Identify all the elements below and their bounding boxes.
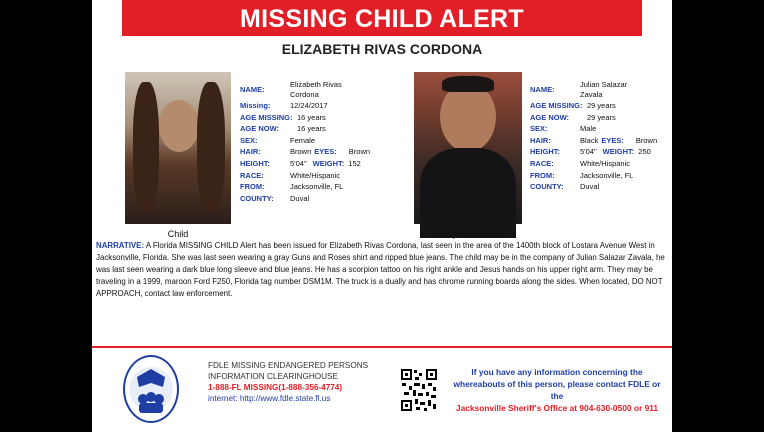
- child-race-label: RACE:: [240, 170, 264, 180]
- child-county-label: COUNTY:: [240, 193, 274, 203]
- child-hair-value: Brown: [290, 147, 312, 157]
- child-county-value: Duval: [290, 193, 310, 203]
- adult-hair-value: Black: [580, 135, 599, 145]
- poster-subtitle: ELIZABETH RIVAS CORDONA: [281, 41, 483, 57]
- clearinghouse-line2: INFORMATION CLEARINGHOUSE: [208, 372, 338, 381]
- child-hair-label: HAIR:: [240, 147, 261, 157]
- contact-line2: whereabouts of this person, please contact FDLE or: [453, 379, 661, 389]
- alert-poster: [92, 0, 672, 432]
- child-sex-value: Female: [290, 135, 316, 145]
- narrative-text: A Florida MISSING CHILD Alert has been issued for Elizabeth Rivas Cordona, last seen in the area of the 1400th block of Lostara Avenue West in Jacksonville, Florida. She was last seen wearing a gray Guns and Roses shirt and ripped blue jeans. The child may be in the company of Julian Salazar Zavala, he was last seen wearing a dark blue long sleeve and blue jeans. He has a scorpion tattoo on his right ankle and Jesus hands on his upper right arm. They may be traveling in a 1999, maroon Ford F250, Florida tag number DSM1M. The truck is a dually and has chrome running boards along the sides. When located, DO NOT APPROACH, contact law enforcement.: [96, 241, 665, 298]
- child-weight-label: WEIGHT:: [312, 158, 345, 168]
- contact-instructions: [452, 366, 662, 414]
- qr-code-icon: [400, 368, 438, 412]
- child-age-missing-label: AGE MISSING:: [240, 112, 293, 122]
- child-sex-label: SEX:: [240, 135, 258, 145]
- adult-age-missing-label: AGE MISSING:: [530, 101, 583, 110]
- clearinghouse-website[interactable]: internet: http://www.fdle.state.fl.us: [208, 394, 331, 403]
- companion-adult-caption: Companion Adult: [433, 229, 503, 239]
- adult-hair-label: HAIR:: [530, 135, 551, 145]
- alert-banner: MISSING CHILD ALERT: [122, 0, 642, 36]
- adult-eyes-value: Brown: [635, 135, 658, 145]
- contact-line1: If you have any information concerning the: [471, 367, 643, 377]
- child-name-label: NAME:: [240, 85, 265, 94]
- child-race-value: White/Hispanic: [290, 170, 341, 180]
- adult-sex-value: Male: [580, 124, 597, 134]
- adult-name-label: NAME:: [530, 85, 555, 94]
- footer-divider: [92, 346, 672, 348]
- child-age-missing-value: 16 years: [297, 112, 326, 122]
- child-info: [240, 80, 410, 204]
- adult-age-now-label: AGE NOW:: [530, 112, 570, 122]
- contact-line3: the: [550, 391, 564, 401]
- child-missing-label: Missing:: [240, 101, 271, 110]
- narrative-label: NARRATIVE:: [96, 241, 145, 250]
- adult-name-line1: Julian Salazar: [580, 80, 628, 89]
- child-eyes-label: EYES:: [314, 147, 337, 157]
- companion-adult-photo: [414, 72, 522, 224]
- child-weight-value: 152: [348, 158, 361, 168]
- adult-eyes-label: EYES:: [601, 135, 624, 145]
- fdle-clearinghouse-logo-icon: [123, 355, 179, 423]
- clearinghouse-phone: 1-888-FL MISSING(1-888-356-4774): [208, 383, 343, 392]
- adult-sex-label: SEX:: [530, 124, 548, 134]
- adult-county-value: Duval: [580, 182, 600, 192]
- child-height-value: 5'04": [290, 158, 307, 168]
- adult-race-label: RACE:: [530, 158, 554, 168]
- adult-height-label: HEIGHT:: [530, 147, 560, 157]
- adult-age-now-value: 29 years: [587, 112, 616, 122]
- child-age-now-label: AGE NOW:: [240, 124, 280, 134]
- child-from-value: Jacksonville, FL: [290, 182, 344, 192]
- companion-adult-info: [530, 80, 670, 193]
- adult-weight-value: 250: [638, 147, 651, 157]
- child-name-line2: Cordona: [290, 90, 319, 99]
- adult-race-value: White/Hispanic: [580, 158, 631, 168]
- adult-from-value: Jacksonville, FL: [580, 170, 634, 180]
- adult-age-missing-value: 29 years: [587, 101, 616, 110]
- clearinghouse-line1: FDLE MISSING ENDANGERED PERSONS: [208, 361, 369, 370]
- child-age-now-value: 16 years: [297, 124, 326, 134]
- adult-name-line2: Zavala: [580, 90, 603, 99]
- adult-weight-label: WEIGHT:: [602, 147, 635, 157]
- child-missing-value: 12/24/2017: [290, 101, 328, 110]
- child-eyes-value: Brown: [348, 147, 371, 157]
- adult-county-label: COUNTY:: [530, 182, 564, 192]
- child-photo: [125, 72, 231, 224]
- child-name-line1: Elizabeth Rivas: [290, 80, 342, 89]
- clearinghouse-info: [208, 360, 368, 404]
- adult-from-label: FROM:: [530, 170, 555, 180]
- contact-line4: Jacksonville Sheriff's Office at 904-630-0500 or 911: [455, 403, 659, 413]
- child-from-label: FROM:: [240, 182, 265, 192]
- child-height-label: HEIGHT:: [240, 158, 270, 168]
- child-caption: Child: [167, 229, 189, 239]
- narrative-block: [96, 240, 668, 300]
- adult-height-value: 5'04": [580, 147, 597, 157]
